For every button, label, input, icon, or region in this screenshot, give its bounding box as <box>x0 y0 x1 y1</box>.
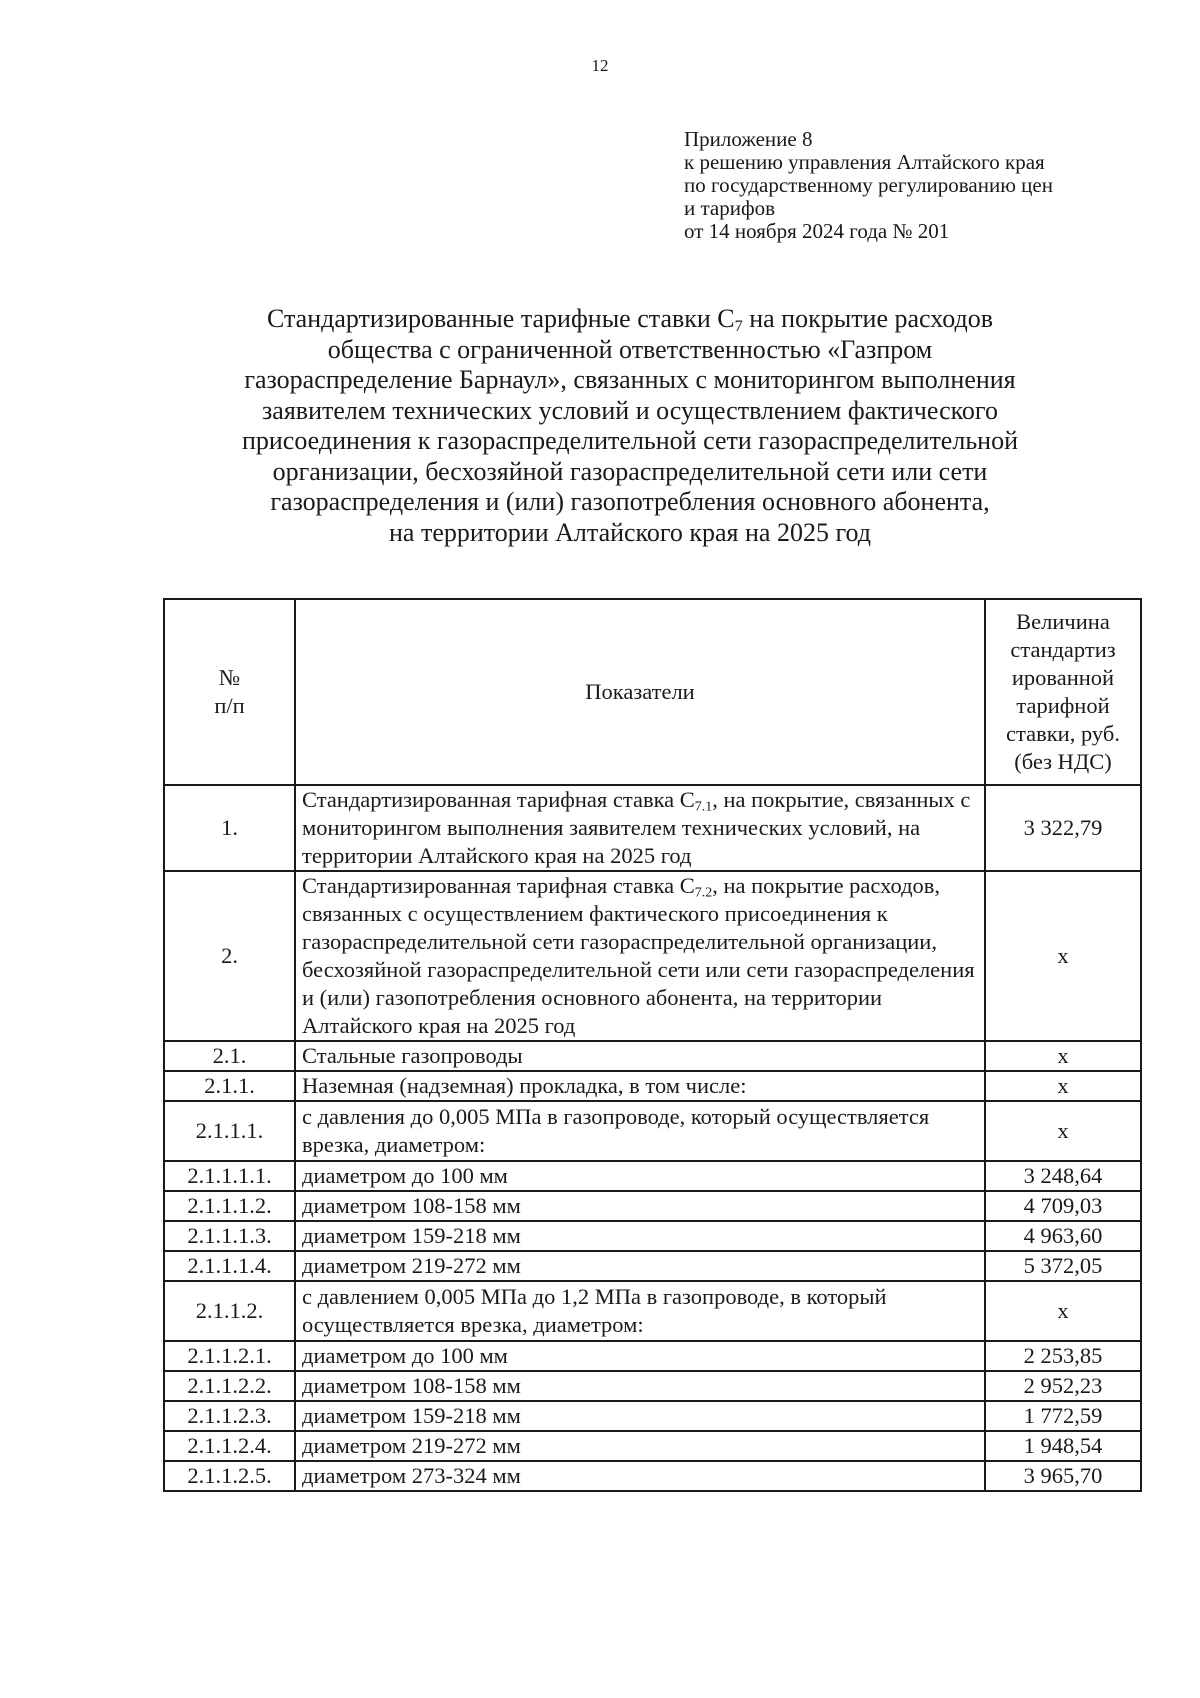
row-value: 3 322,79 <box>985 785 1141 871</box>
appendix-line: от 14 ноября 2024 года № 201 <box>684 219 950 243</box>
table-row <box>164 1221 1141 1251</box>
row-number: 2.1.1. <box>164 1071 295 1101</box>
row-value: 3 248,64 <box>985 1161 1141 1191</box>
row-number: 2.1. <box>164 1041 295 1071</box>
title-line: газораспределения и (или) газопотребления основного абонента, <box>270 487 990 516</box>
table-row <box>164 1461 1141 1491</box>
row-value: 2 952,23 <box>985 1371 1141 1401</box>
row-value: х <box>985 1071 1141 1101</box>
row-indicator: диаметром 159-218 мм <box>295 1221 985 1251</box>
row-number: 2.1.1.1.1. <box>164 1161 295 1191</box>
row-value: 4 963,60 <box>985 1221 1141 1251</box>
row-number: 2.1.1.1.2. <box>164 1191 295 1221</box>
row-number: 2.1.1.2.3. <box>164 1401 295 1431</box>
row-value: х <box>985 1041 1141 1071</box>
row-indicator: диаметром 108-158 мм <box>295 1371 985 1401</box>
appendix-line: по государственному регулированию цен <box>684 173 1053 197</box>
appendix-line: и тарифов <box>684 196 776 220</box>
appendix-block <box>684 128 1164 243</box>
row-number: 2.1.1.2.5. <box>164 1461 295 1491</box>
table-row <box>164 1071 1141 1101</box>
row-value: 3 965,70 <box>985 1461 1141 1491</box>
table-row <box>164 1341 1141 1371</box>
row-number: 1. <box>164 785 295 871</box>
header-value: Величина стандартиз ированной тарифной ставки, руб. (без НДС) <box>985 599 1141 785</box>
row-number: 2.1.1.1. <box>164 1101 295 1161</box>
page-number: 12 <box>591 56 609 75</box>
row-number: 2.1.1.1.4. <box>164 1251 295 1281</box>
row-value: 1 948,54 <box>985 1431 1141 1461</box>
row-number: 2.1.1.1.3. <box>164 1221 295 1251</box>
document-title <box>150 304 1110 548</box>
row-indicator: диаметром 219-272 мм <box>295 1431 985 1461</box>
table-row <box>164 1041 1141 1071</box>
table-row <box>164 871 1141 1041</box>
tariff-table <box>163 598 1142 1492</box>
appendix-line: к решению управления Алтайского края <box>684 150 1045 174</box>
table-row <box>164 1161 1141 1191</box>
title-line: газораспределение Барнаул», связанных с мониторингом выполнения <box>244 365 1016 394</box>
row-value: 1 772,59 <box>985 1401 1141 1431</box>
title-line: на территории Алтайского края на 2025 год <box>389 517 871 547</box>
row-value: х <box>985 871 1141 1041</box>
table-row <box>164 1251 1141 1281</box>
row-indicator: с давлением 0,005 МПа до 1,2 МПа в газопроводе, в который осуществляется врезка, диаметром: <box>295 1281 985 1341</box>
row-value: 5 372,05 <box>985 1251 1141 1281</box>
row-value: 2 253,85 <box>985 1341 1141 1371</box>
row-value: х <box>985 1101 1141 1161</box>
row-indicator: с давления до 0,005 МПа в газопроводе, который осуществляется врезка, диаметром: <box>295 1101 985 1161</box>
row-indicator: Стандартизированная тарифная ставка $С_{7.2}$, на покрытие расходов, связанных с осуществлением фактического присоединения к газораспределительной сети газораспределительной организации, бесхозяйной газораспределительной сети или сети газораспределения и (или) газопотребления основного абонента, на территории Алтайского края на 2025 год <box>295 871 985 1041</box>
table-row <box>164 1371 1141 1401</box>
row-number: 2.1.1.2.4. <box>164 1431 295 1461</box>
row-value: х <box>985 1281 1141 1341</box>
row-indicator: диаметром 108-158 мм <box>295 1191 985 1221</box>
row-indicator: диаметром 273-324 мм <box>295 1461 985 1491</box>
row-number: 2. <box>164 871 295 1041</box>
header-number: № п/п <box>164 599 295 785</box>
row-value: 4 709,03 <box>985 1191 1141 1221</box>
appendix-line: Приложение 8 <box>684 127 813 151</box>
title-line: Стандартизированные тарифные ставки $С_7$ на покрытие расходов <box>266 304 994 336</box>
table-row <box>164 1401 1141 1431</box>
row-indicator: диаметром 219-272 мм <box>295 1251 985 1281</box>
table-row <box>164 1281 1141 1341</box>
row-indicator: диаметром до 100 мм <box>295 1161 985 1191</box>
row-indicator: диаметром до 100 мм <box>295 1341 985 1371</box>
table-row <box>164 1191 1141 1221</box>
title-line: заявителем технических условий и осуществлением фактического <box>262 395 998 425</box>
table-header-row <box>164 599 1141 785</box>
table-row <box>164 785 1141 871</box>
row-indicator: Стальные газопроводы <box>295 1041 985 1071</box>
row-indicator: диаметром 159-218 мм <box>295 1401 985 1431</box>
row-number: 2.1.1.2.2. <box>164 1371 295 1401</box>
row-indicator: Стандартизированная тарифная ставка $С_{7.1}$, на покрытие, связанных с мониторингом выполнения заявителем технических условий, на территории Алтайского края на 2025 год <box>295 785 985 871</box>
row-indicator: Наземная (надземная) прокладка, в том числе: <box>295 1071 985 1101</box>
table-row <box>164 1431 1141 1461</box>
table-row <box>164 1101 1141 1161</box>
row-number: 2.1.1.2.1. <box>164 1341 295 1371</box>
row-number: 2.1.1.2. <box>164 1281 295 1341</box>
header-indicator: Показатели <box>295 599 985 785</box>
title-line: организации, бесхозяйной газораспределительной сети или сети <box>272 456 988 486</box>
title-line: присоединения к газораспределительной сети газораспределительной <box>241 426 1019 455</box>
title-line: общества с ограниченной ответственностью «Газпром <box>327 334 933 364</box>
